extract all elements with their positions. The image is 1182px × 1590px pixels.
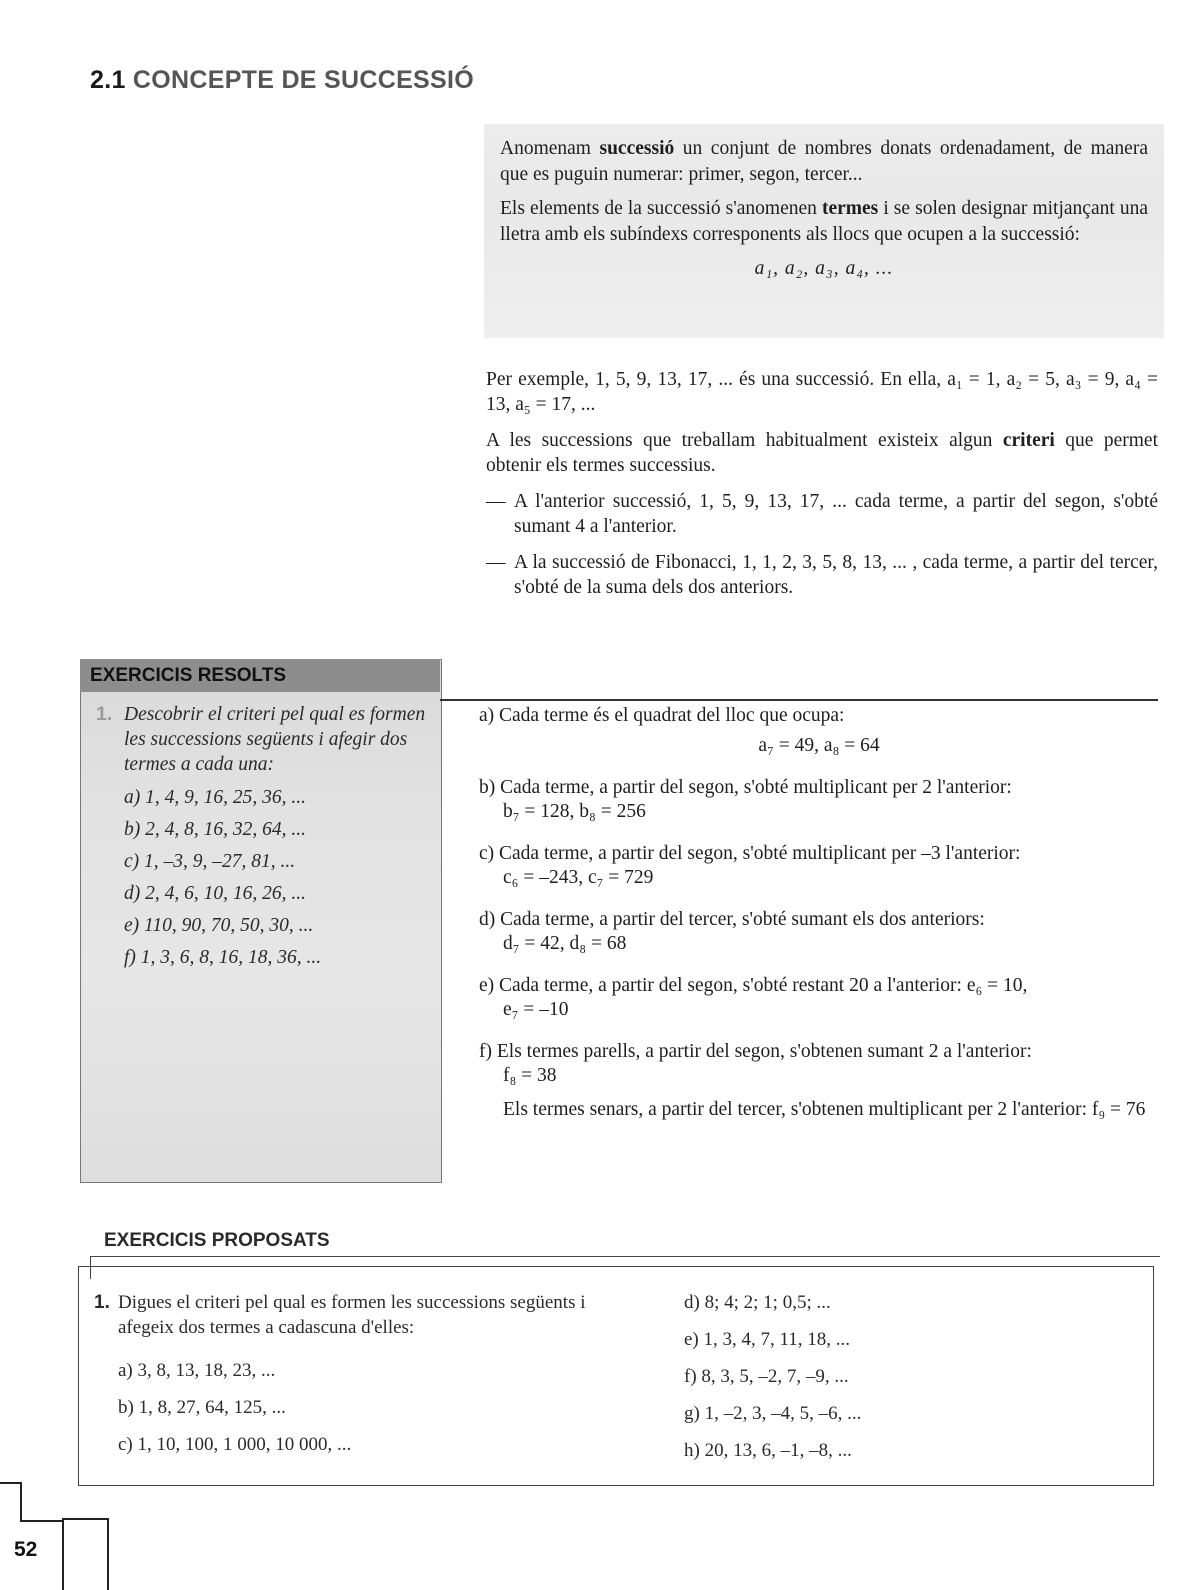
definition-paragraph-1: Anomenam successió un conjunt de nombres donats ordenadament, de manera que es puguin numerar: primer, segon, tercer... xyxy=(500,138,1148,185)
list-item: f) 8, 3, 5, –2, 7, –9, ... xyxy=(684,1366,849,1387)
list-item: h) 20, 13, 6, –1, –8, ... xyxy=(684,1440,852,1461)
list-item: g) 1, –2, 3, –4, 5, –6, ... xyxy=(684,1403,862,1424)
solved-exercises-title: EXERCICIS RESOLTS xyxy=(80,659,440,692)
proposed-right-column xyxy=(684,1290,1124,1475)
solved-exercise-statement xyxy=(96,702,426,977)
criteria-paragraph: A les successions que treballam habitualment existeix algun criteri que permet obtenir els termes successius. xyxy=(486,430,1158,476)
answer-d: d) Cada terme, a partir del tercer, s'obté sumant els dos anteriors: d₇ = 42, d₈ = 68 xyxy=(479,909,985,954)
term-termes: termes xyxy=(821,198,879,219)
list-item: f) 1, 3, 6, 8, 16, 18, 36, ... xyxy=(124,947,322,968)
answer-b: b) Cada terme, a partir del segon, s'obté multiplicant per 2 l'anterior: b₇ = 128, b₈ = 256 xyxy=(479,777,1012,822)
list-item: e) 1, 3, 4, 7, 11, 18, ... xyxy=(684,1329,851,1350)
answer-f: f) Els termes parells, a partir del segon, s'obtenen sumant 2 a l'anterior: f₈ = 38 xyxy=(479,1041,1032,1086)
page-corner-line xyxy=(0,1482,20,1484)
list-item: a) 1, 4, 9, 16, 25, 36, ... xyxy=(124,787,306,808)
term-criteri: criteri xyxy=(1002,430,1055,451)
page-number: 52 xyxy=(14,1538,38,1561)
proposed-left-column xyxy=(94,1290,614,1469)
explanation-text xyxy=(486,367,1158,600)
answer-c: c) Cada terme, a partir del segon, s'obté multiplicant per –3 l'anterior: c₆ = –243, c₇ = 729 xyxy=(479,843,1021,888)
answer-e: e) Cada terme, a partir del segon, s'obté restant 20 a l'anterior: e₆ = 10, e₇ = –10 xyxy=(479,975,1028,1020)
answer-a: a) Cada terme és el quadrat del lloc que ocupa: a₇ = 49, a₈ = 64 xyxy=(479,705,880,756)
list-item: c) 1, –3, 9, –27, 81, ... xyxy=(124,851,296,872)
terms-formula: a₁, a₂, a₃, a₄, ... xyxy=(754,258,894,279)
page-corner-line xyxy=(62,1518,64,1590)
proposed-divider xyxy=(102,1256,1160,1257)
term-successio: successió xyxy=(599,138,675,159)
section-heading xyxy=(90,66,474,95)
section-title: CONCEPTE DE SUCCESSIÓ xyxy=(132,66,474,94)
list-item: b) 2, 4, 8, 16, 32, 64, ... xyxy=(124,819,306,840)
page-corner-line xyxy=(20,1482,22,1520)
definition-box xyxy=(484,124,1164,338)
answer-f-odd: Els termes senars, a partir del tercer, s'obtenen multiplicant per 2 l'anterior: f₉ = 76 xyxy=(503,1099,1146,1120)
exercise-text: Digues el criteri pel qual es formen les successions següents i afegeix dos termes a cadascuna d'elles: xyxy=(118,1292,586,1338)
definition-paragraph-2: Els elements de la successió s'anomenen termes i se solen designar mitjançant una lletra amb els subíndexs corresponents als llocs que ocupen a la successió: xyxy=(500,198,1148,245)
page-corner-line xyxy=(107,1518,109,1590)
list-item: c) 1, 10, 100, 1 000, 10 000, ... xyxy=(118,1434,352,1455)
list-item: b) 1, 8, 27, 64, 125, ... xyxy=(118,1397,286,1418)
dash-item-2: — A la successió de Fibonacci, 1, 1, 2, 3, 5, 8, 13, ... , cada terme, a partir del tercer, s'obté de la suma dels dos anteriors. xyxy=(486,552,1158,598)
list-item: d) 8; 4; 2; 1; 0,5; ... xyxy=(684,1292,831,1313)
exercise-number: 1. xyxy=(96,703,113,725)
page-corner-line xyxy=(62,1518,108,1520)
page-corner-line xyxy=(20,1520,62,1522)
solved-answers xyxy=(479,704,1159,1122)
exercise-number: 1. xyxy=(94,1292,110,1313)
dash-item-1: — A l'anterior successió, 1, 5, 9, 13, 17, ... cada terme, a partir del segon, s'obté sumant 4 a l'anterior. xyxy=(486,491,1158,537)
list-item: e) 110, 90, 70, 50, 30, ... xyxy=(124,915,314,936)
example-paragraph: Per exemple, 1, 5, 9, 13, 17, ... és una successió. En ella, a₁ = 1, a₂ = 5, a₃ = 9, a₄ = 13, a₅ = 17, ... xyxy=(486,369,1158,415)
solved-divider xyxy=(440,699,1158,701)
section-number: 2.1 xyxy=(90,66,126,94)
exercise-text: Descobrir el criteri pel qual es formen les successions següents i afegir dos termes a cada una: xyxy=(124,704,426,775)
list-item: a) 3, 8, 13, 18, 23, ... xyxy=(118,1360,276,1381)
proposed-exercises-title: EXERCICIS PROPOSATS xyxy=(104,1230,330,1251)
list-item: d) 2, 4, 6, 10, 16, 26, ... xyxy=(124,883,306,904)
